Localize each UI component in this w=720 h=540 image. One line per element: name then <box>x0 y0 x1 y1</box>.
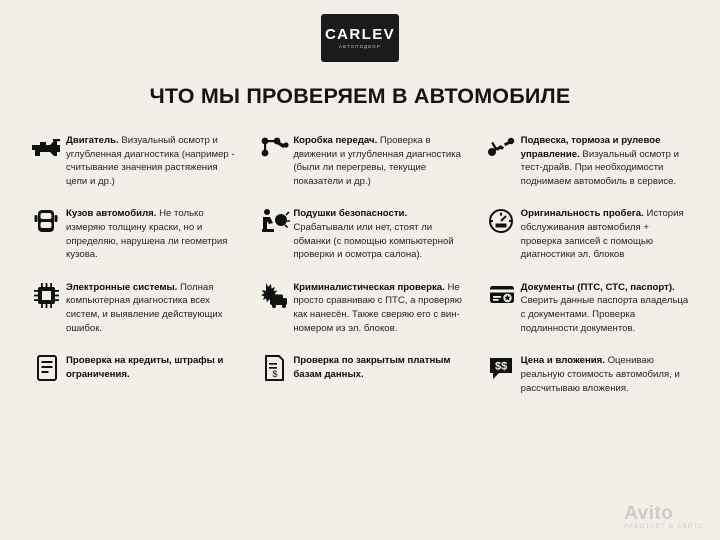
list-item <box>28 133 237 188</box>
list-item-body: Сверить данные паспорта владельца с документами. Проверка подлинности документов. <box>520 295 689 334</box>
list-item-text <box>521 206 692 261</box>
list-item-heading: Подушки безопасности. <box>293 208 408 220</box>
list-item-body: Проверка в движении и углубленная диагностика (были ли перегревы, текущие показатели и др.) <box>293 135 461 187</box>
watermark-sub: РАБОТАЕТ В АВИТО <box>624 523 704 530</box>
price-talk-icon <box>483 353 521 388</box>
list-item-body: Не просто сравниваю с ПТС, а проверяю как нанесён. Также сверяю его с вин-номером из эл. блоков. <box>293 281 462 334</box>
svg-text:$$: $$ <box>494 360 507 373</box>
list-item-text <box>293 280 464 335</box>
logo-name: CARLEV <box>324 25 396 43</box>
list-item-text <box>66 353 237 381</box>
page-title: ЧТО МЫ ПРОВЕРЯЕМ В АВТОМОБИЛЕ <box>149 84 571 108</box>
list-item-heading: Оригинальность пробега. <box>520 208 644 220</box>
watermark-text: Avito <box>624 503 674 524</box>
card-check-icon <box>483 280 521 315</box>
list-item-body: История обслуживания автомобиля + проверка записей с помощью диагностики эл. блоков <box>520 208 684 261</box>
list-item-heading: Документы (ПТС, СТС, паспорт). <box>520 281 675 293</box>
list-item-text <box>293 206 464 261</box>
gearbox-icon <box>255 133 293 168</box>
list-item-heading: Цена и вложения. <box>520 355 605 367</box>
list-item <box>483 353 692 395</box>
list-item <box>255 133 464 188</box>
list-item-heading: Двигатель. <box>66 135 119 146</box>
list-item-body: Визуальный осмотр и углубленная диагностика (например - считывание значения растяжения цепи и др.) <box>66 135 235 187</box>
list-item <box>28 353 237 395</box>
list-item-body: Срабатывали или нет, стоят ли обманки (с помощью компьютерной проверки и осмотра салона). <box>293 222 454 261</box>
invoice-icon <box>255 353 293 388</box>
list-item-heading: Криминалистическая проверка. <box>293 281 445 293</box>
list-item <box>28 206 237 261</box>
car-body-icon <box>28 206 66 241</box>
engine-icon <box>28 133 66 168</box>
svg-text:$: $ <box>272 369 278 380</box>
list-item-body: Визуальный осмотр и тест-драйв. При необходимости поднимаем автомобиль в сервисе. <box>520 148 679 187</box>
list-item <box>483 206 692 261</box>
list-item-text <box>521 280 692 335</box>
list-item-text <box>66 280 237 335</box>
document-icon <box>28 353 66 388</box>
list-item-text <box>293 133 464 188</box>
suspension-icon <box>483 133 521 168</box>
list-item-text <box>521 133 692 188</box>
list-item-heading: Подвеска, тормоза и рулевое управление. <box>520 135 661 160</box>
list-item-text <box>521 353 692 395</box>
list-item-body: Не только измеряю толщину краски, но и определяю, нарушена ли геометрия кузова. <box>66 208 228 261</box>
checklist-grid <box>28 133 692 395</box>
logo-tagline: АВТОПОДБОР <box>338 43 382 49</box>
avito-watermark <box>624 503 704 530</box>
list-item-heading: Проверка на кредиты, штрафы и ограничения. <box>66 355 224 380</box>
list-item <box>255 280 464 335</box>
list-item-body: Оцениваю реальную стоимость автомобиля, и рассчитываю вложения. <box>520 355 680 394</box>
list-item-heading: Проверка по закрытым платным базам данных. <box>293 355 451 380</box>
list-item-heading: Электронные системы. <box>66 281 178 293</box>
list-item-heading: Коробка передач. <box>293 135 378 146</box>
list-item <box>28 280 237 335</box>
list-item <box>255 206 464 261</box>
list-item <box>255 353 464 395</box>
logo-area <box>28 0 692 62</box>
list-item <box>483 133 692 188</box>
list-item-text <box>293 353 464 381</box>
list-item <box>483 280 692 335</box>
crash-icon <box>255 280 293 315</box>
odometer-icon <box>483 206 521 241</box>
list-item-text <box>66 206 237 261</box>
list-item-text <box>66 133 237 188</box>
list-item-heading: Кузов автомобиля. <box>66 208 157 220</box>
airbag-icon <box>255 206 293 241</box>
chip-icon <box>28 280 66 315</box>
carlev-logo <box>321 14 399 62</box>
list-item-body: Полная компьютерная диагностика всех систем, и выявление действующих ошибок. <box>66 281 223 334</box>
